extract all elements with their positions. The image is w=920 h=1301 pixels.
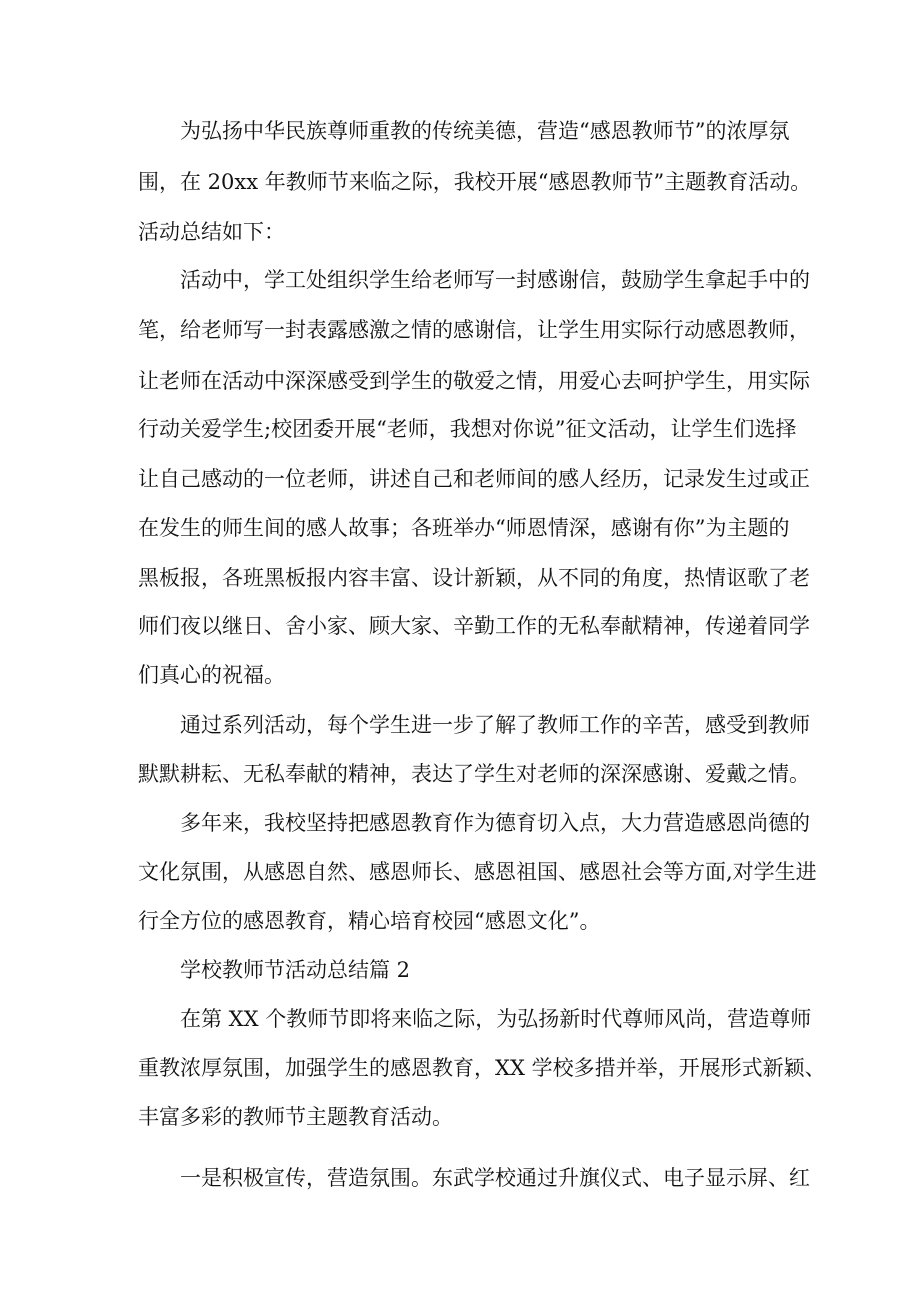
- paragraph-1-line-1: 为弘扬中华民族尊师重教的传统美德，营造“感恩教师节”的浓厚氛: [180, 119, 790, 143]
- paragraph-2-line-5: 让自己感动的一位老师，讲述自己和老师间的感人经历，记录发生过或正: [138, 467, 810, 491]
- paragraph-2-line-4: 行动关爱学生;校团委开展“老师，我想对你说”征文活动，让学生们选择: [138, 417, 797, 441]
- paragraph-6-line-1: 一是积极宣传，营造氛围。东武学校通过升旗仪式、电子显示屏、红: [180, 1166, 810, 1190]
- section-heading: 学校教师节活动总结篇 2: [180, 958, 411, 982]
- paragraph-5-line-1: 在第 XX 个教师节即将来临之际，为弘扬新时代尊师风尚，营造尊师: [180, 1007, 812, 1031]
- paragraph-2-line-8: 师们夜以继日、舍小家、顾大家、辛勤工作的无私奉献精神，传递着同学: [138, 614, 810, 638]
- paragraph-2-line-2: 笔，给老师写一封表露感激之情的感谢信，让学生用实际行动感恩教师，: [138, 318, 810, 342]
- paragraph-2-line-9: 们真心的祝福。: [138, 663, 285, 687]
- paragraph-2-line-1: 活动中，学工处组织学生给老师写一封感谢信，鼓励学生拿起手中的: [180, 268, 810, 292]
- paragraph-4-line-1: 多年来，我校坚持把感恩教育作为德育切入点，大力营造感恩尚德的: [180, 811, 810, 835]
- paragraph-5-line-2: 重教浓厚氛围，加强学生的感恩教育，XX 学校多措并举，开展形式新颖、: [138, 1056, 826, 1080]
- paragraph-5-line-3: 丰富多彩的教师节主题教育活动。: [138, 1105, 453, 1129]
- paragraph-4-line-3: 行全方位的感恩教育，精心培育校园“感恩文化”。: [138, 909, 601, 933]
- paragraph-2-line-6: 在发生的师生间的感人故事；各班举办“师恩情深，感谢有你”为主题的: [138, 516, 790, 540]
- paragraph-1-line-3: 活动总结如下：: [138, 220, 285, 244]
- paragraph-3-line-2: 默默耕耘、无私奉献的精神，表达了学生对老师的深深感谢、爱戴之情。: [138, 762, 810, 786]
- paragraph-1-line-2: 围，在 20xx 年教师节来临之际，我校开展“感恩教师节”主题教育活动。: [138, 170, 812, 194]
- paragraph-2-line-3: 让老师在活动中深深感受到学生的敬爱之情，用爱心去呵护学生，用实际: [138, 369, 810, 393]
- paragraph-2-line-7: 黑板报，各班黑板报内容丰富、设计新颖，从不同的角度，热情讴歌了老: [138, 566, 810, 590]
- paragraph-4-line-2: 文化氛围，从感恩自然、感恩师长、感恩祖国、感恩社会等方面,对学生进: [138, 860, 817, 884]
- paragraph-3-line-1: 通过系列活动，每个学生进一步了解了教师工作的辛苦，感受到教师: [180, 713, 810, 737]
